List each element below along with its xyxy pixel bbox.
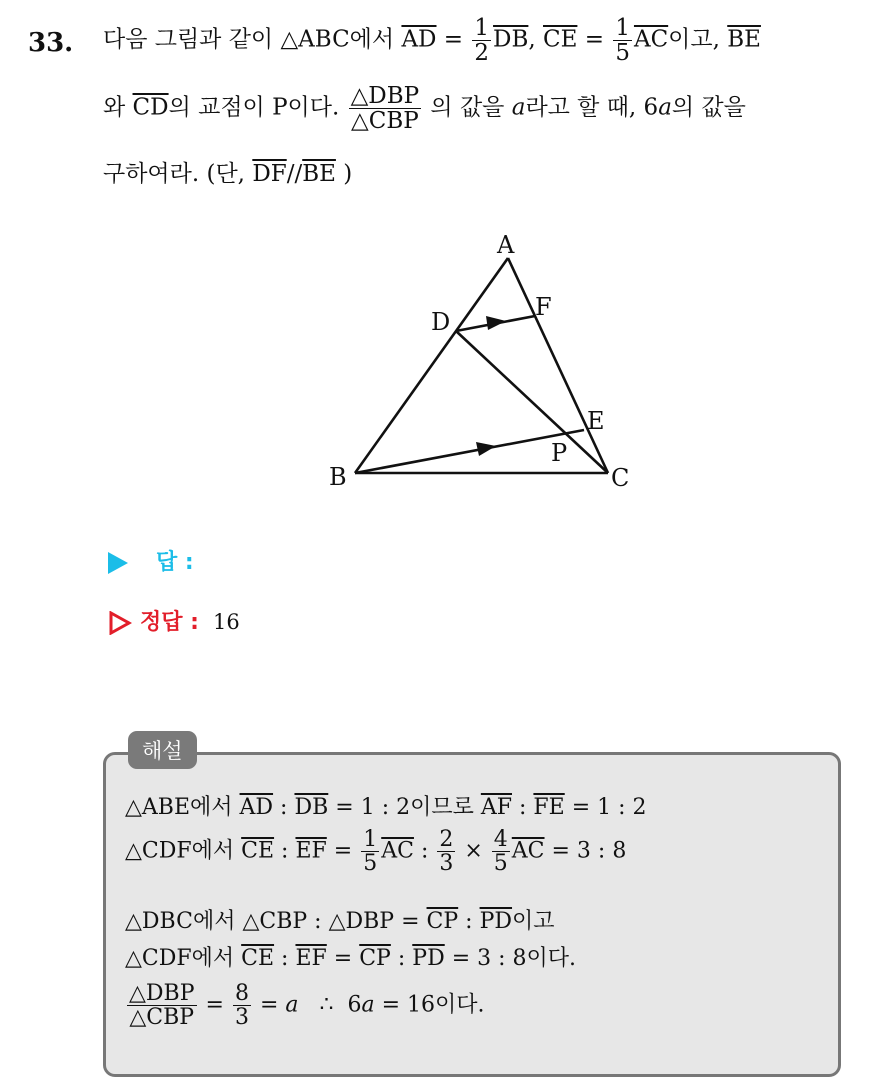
text: △CDF에서 (125, 946, 242, 971)
fraction-numerator: 1 (474, 15, 490, 41)
variable-a: a (361, 992, 375, 1018)
text: , (528, 26, 544, 53)
segment-be: $\overline{BE}$ (727, 26, 761, 53)
label-p: P (551, 439, 568, 467)
fraction-numerator: 4 (493, 827, 508, 852)
segment-ce: $\overline{CE}$ (241, 946, 275, 971)
fraction-denominator: 5 (363, 851, 378, 877)
fraction-denominator: 3 (439, 851, 454, 877)
text: 이고 (512, 909, 555, 934)
text: = 3 : 8 (544, 838, 627, 864)
segment-pd: $\overline{PD}$ (479, 909, 513, 934)
fraction-numerator: 1 (615, 15, 630, 41)
fraction-denominator: 2 (474, 40, 490, 67)
text: = (326, 946, 360, 971)
fraction (349, 84, 422, 133)
fraction-numerator: 8 (234, 981, 249, 1006)
segment-df: $\overline{DF}$ (252, 161, 287, 187)
side-ab (355, 258, 508, 473)
fraction-denominator: 3 (234, 1005, 249, 1031)
text: = 3 : 8이다. (444, 946, 577, 971)
parallel-symbol: // (286, 161, 303, 187)
variable-a: a (285, 992, 299, 1018)
solution-line-3 (125, 904, 555, 935)
text: : (512, 795, 534, 820)
fraction (127, 982, 197, 1029)
text: 의 값을 (423, 94, 512, 121)
segment-be: $\overline{BE}$ (302, 161, 336, 187)
text: = (326, 838, 360, 864)
fraction-denominator: 5 (615, 40, 630, 67)
fraction-denominator: 5 (493, 851, 508, 877)
text: = (436, 26, 471, 53)
text: = (577, 26, 612, 53)
fraction (233, 982, 251, 1029)
label-d: D (431, 308, 451, 336)
correct-answer-label: 정답 : (140, 610, 199, 635)
text: 이고, (668, 26, 728, 53)
fraction (613, 16, 632, 65)
fraction (361, 828, 379, 875)
segment-ac: $\overline{AC}$ (633, 26, 669, 53)
text: 구하여라. (단, (103, 161, 253, 187)
text: = 1 : 2이므로 (328, 795, 481, 820)
text: 의 교점이 P이다. (168, 94, 347, 121)
triangle-figure (320, 225, 650, 500)
text: △CDF에서 (125, 838, 242, 864)
text: : (274, 838, 296, 864)
text: 의 값을 (671, 94, 746, 121)
label-b: B (329, 463, 347, 491)
fraction (472, 16, 491, 65)
segment-ce: $\overline{CE}$ (241, 838, 275, 864)
text: = (252, 992, 286, 1018)
segment-be (355, 430, 584, 473)
solution-tag: 해설 (128, 731, 197, 769)
solution-line-1 (125, 790, 647, 821)
question-line-1 (103, 16, 761, 65)
correct-answer-row (108, 605, 240, 636)
text: △DBC에서 △CBP : △DBP = (125, 909, 427, 934)
answer-label: 답 : (156, 550, 194, 575)
segment-cp: $\overline{CP}$ (359, 946, 391, 971)
text: : (413, 838, 436, 864)
solution-line-5 (125, 982, 485, 1029)
segment-af: $\overline{AF}$ (480, 795, 512, 820)
segment-fe: $\overline{FE}$ (533, 795, 565, 820)
segment-ce: $\overline{CE}$ (543, 26, 578, 53)
solution-line-4 (125, 941, 576, 972)
outline-play-icon (108, 611, 132, 635)
segment-db: $\overline{DB}$ (294, 795, 329, 820)
text: = (198, 992, 231, 1018)
fraction (437, 828, 455, 875)
text: : (458, 909, 480, 934)
label-c: C (611, 464, 630, 492)
segment-db: $\overline{DB}$ (493, 26, 529, 53)
fraction-numerator: △DBP (350, 83, 420, 109)
text: 다음 그림과 같이 △ABC에서 (103, 26, 402, 53)
variable-a: a (658, 94, 672, 121)
fraction-numerator: △DBP (129, 981, 195, 1006)
correct-answer-value: 16 (212, 610, 240, 634)
variable-a: a (511, 94, 526, 121)
label-a: A (497, 231, 515, 259)
play-icon (108, 552, 128, 574)
arrow-marker (476, 442, 496, 456)
fraction-denominator: △CBP (127, 1005, 197, 1029)
answer-row (108, 545, 208, 576)
text: × (457, 838, 490, 864)
text: 라고 할 때, 6 (525, 94, 659, 121)
question-number: 33. (28, 28, 74, 58)
segment-cp: $\overline{CP}$ (426, 909, 459, 934)
segment-ac: $\overline{AC}$ (511, 838, 545, 864)
text: ) (335, 161, 353, 187)
segment-pd: $\overline{PD}$ (412, 946, 445, 971)
text: = 1 : 2 (564, 795, 647, 820)
fraction-numerator: 2 (439, 827, 454, 852)
text: : (274, 946, 296, 971)
text: 와 (103, 94, 133, 121)
label-f: F (535, 293, 552, 321)
segment-ef: $\overline{EF}$ (295, 946, 327, 971)
segment-ad: $\overline{AD}$ (239, 795, 274, 820)
fraction-numerator: 1 (363, 827, 378, 852)
fraction (492, 828, 510, 875)
text: △ABE에서 (125, 795, 240, 820)
question-line-2 (103, 84, 746, 133)
text: : (273, 795, 295, 820)
text: : (390, 946, 413, 971)
segment-ac: $\overline{AC}$ (381, 838, 414, 864)
label-e: E (587, 407, 605, 435)
solution-line-2 (125, 828, 626, 875)
segment-ef: $\overline{EF}$ (295, 838, 327, 864)
text: ∴ 6 (298, 992, 362, 1018)
question-line-3 (103, 155, 352, 188)
text: = 16이다. (374, 992, 485, 1018)
segment-cd: $\overline{CD}$ (132, 94, 169, 121)
segment-ad: $\overline{AD}$ (401, 26, 437, 53)
fraction-denominator: △CBP (349, 108, 422, 133)
